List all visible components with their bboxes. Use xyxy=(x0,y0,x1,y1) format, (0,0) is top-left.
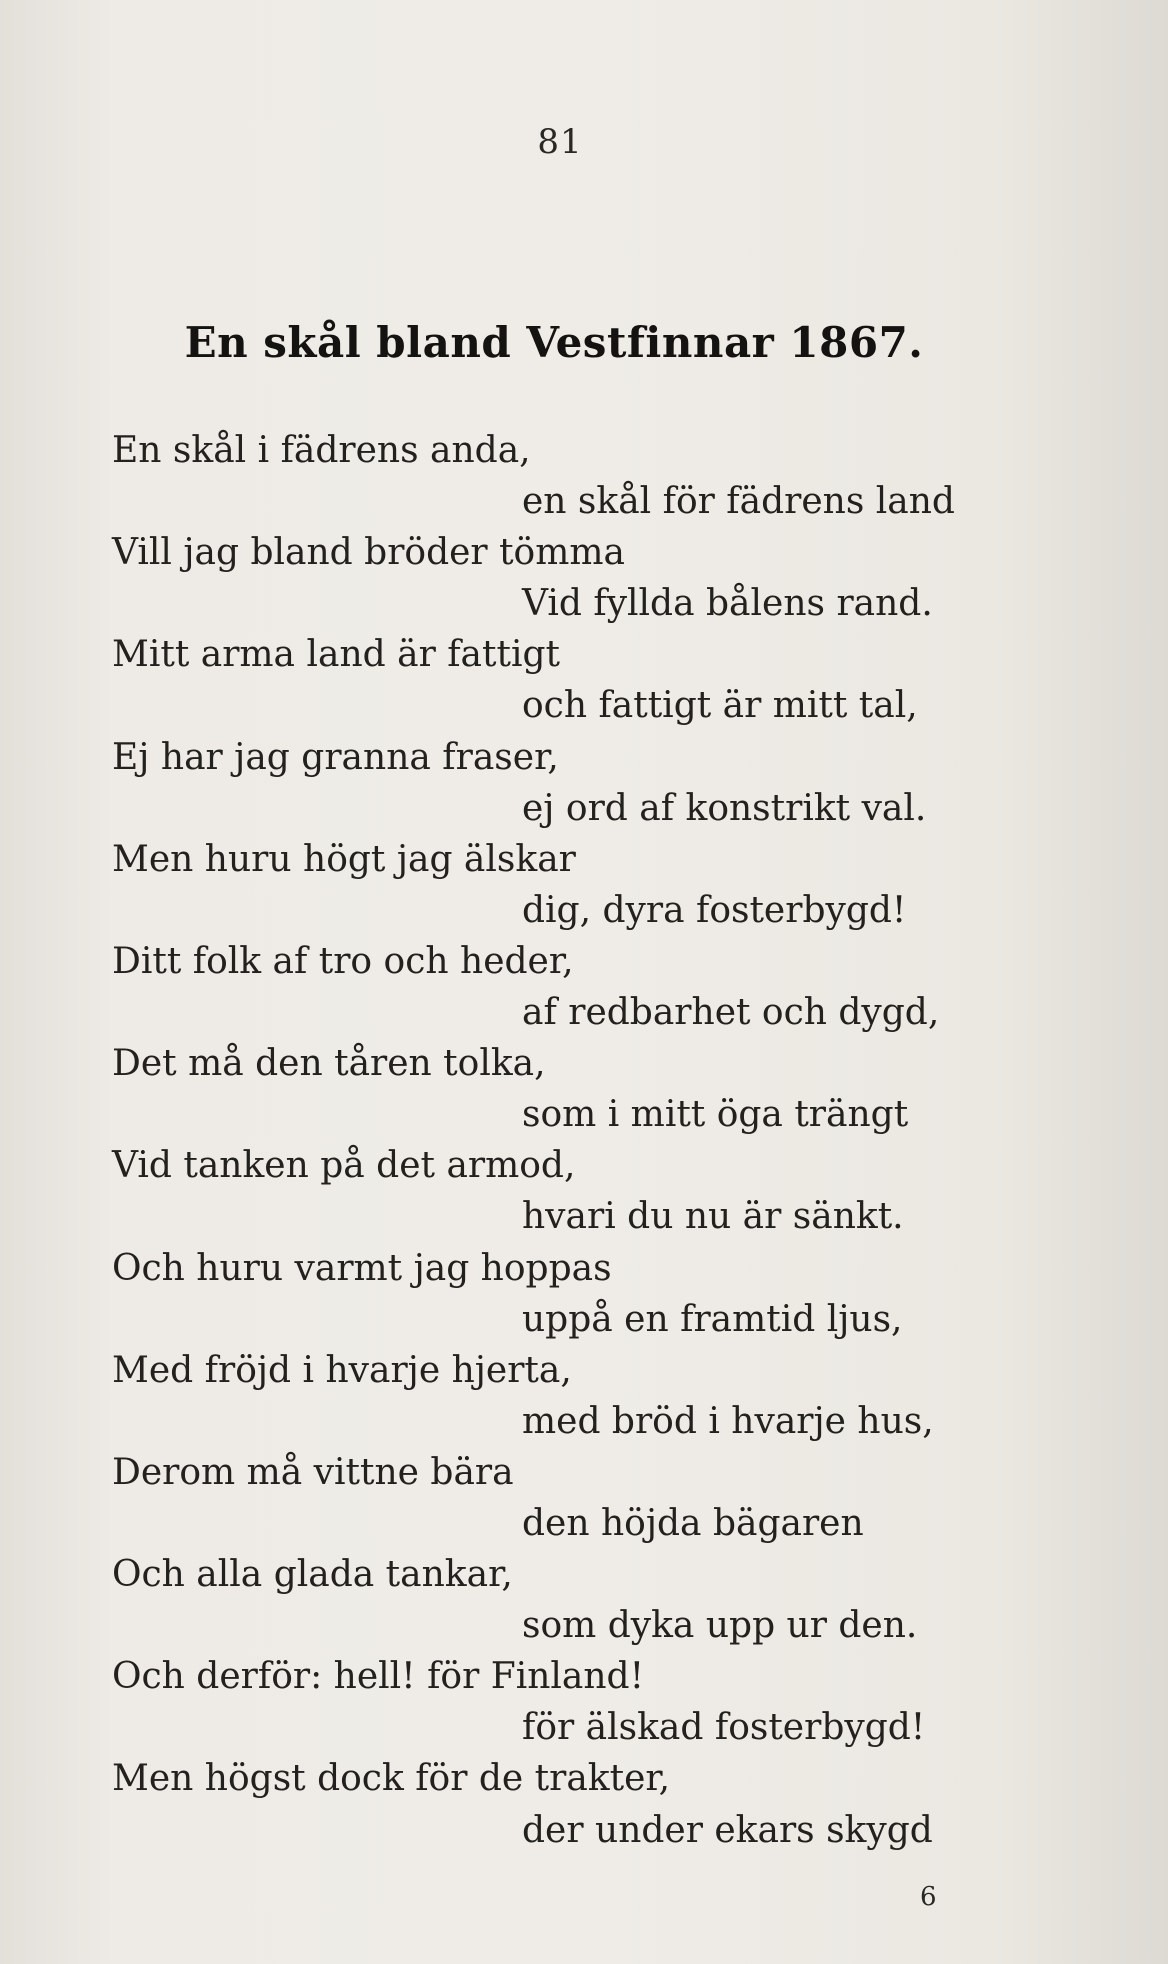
poem-line: Men högst dock för de trakter, xyxy=(112,1758,671,1800)
poem-line: ej ord af konstrikt val. xyxy=(522,787,927,829)
poem-line: som dyka upp ur den. xyxy=(522,1605,918,1647)
poem-line: för älskad fosterbygd! xyxy=(522,1707,926,1749)
poem-line: Ditt folk af tro och heder, xyxy=(112,940,574,982)
poem-line: Men huru högt jag älskar xyxy=(112,838,576,880)
poem-line: Och derför: hell! för Finland! xyxy=(112,1656,645,1698)
poem-title: En skål bland Vestfinnar 1867. xyxy=(184,318,924,367)
poem-line: med bröd i hvarje hus, xyxy=(522,1400,934,1442)
poem-line: Med fröjd i hvarje hjerta, xyxy=(112,1349,572,1391)
poem-line: Det må den tåren tolka, xyxy=(112,1043,546,1085)
poem-line: Derom må vittne bära xyxy=(112,1451,514,1493)
page-number: 81 xyxy=(537,122,583,162)
poem-line: och fattigt är mitt tal, xyxy=(522,685,918,727)
poem-line: Vid tanken på det armod, xyxy=(112,1145,576,1187)
poem-line: som i mitt öga trängt xyxy=(522,1094,909,1136)
poem-line: uppå en framtid ljus, xyxy=(522,1298,903,1340)
poem-line: Och alla glada tankar, xyxy=(112,1554,513,1596)
poem-line: dig, dyra fosterbygd! xyxy=(522,889,907,931)
poem-line: der under ekars skygd xyxy=(522,1809,933,1851)
poem-body xyxy=(112,425,992,1856)
poem-line: en skål för fädrens land xyxy=(522,481,955,523)
poem-line: En skål i fädrens anda, xyxy=(112,430,531,471)
poem-line: den höjda bägaren xyxy=(522,1502,864,1544)
poem-line: Vid fyllda bålens rand. xyxy=(522,583,933,625)
poem-line: hvari du nu är sänkt. xyxy=(522,1196,904,1238)
poem-line: Ej har jag granna fraser, xyxy=(112,736,559,778)
signature-mark: 6 xyxy=(920,1882,937,1912)
poem-line: Vill jag bland bröder tömma xyxy=(112,532,625,574)
poem-line: af redbarhet och dygd, xyxy=(522,992,940,1034)
poem-line: Mitt arma land är fattigt xyxy=(112,634,560,676)
poem-line: Och huru varmt jag hoppas xyxy=(112,1247,612,1289)
